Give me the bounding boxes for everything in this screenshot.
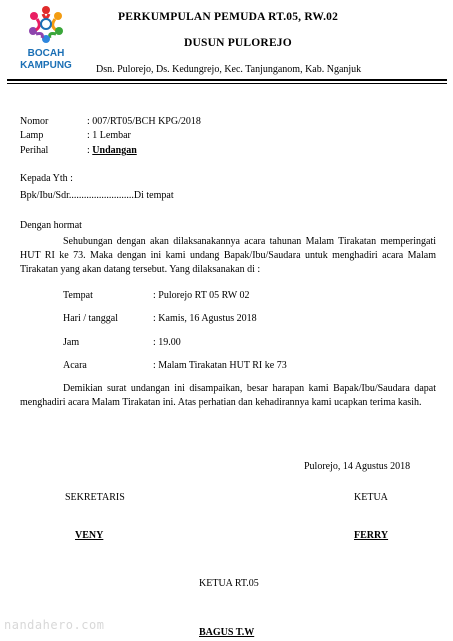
ketua-rt-title: KETUA RT.05 — [199, 578, 259, 589]
detail-jam-label: Jam — [63, 337, 80, 348]
detail-tempat-value: : Pulorejo RT 05 RW 02 — [153, 290, 250, 301]
logo-text-line2: KAMPUNG — [20, 60, 72, 71]
header-divider-thin — [7, 83, 447, 84]
recipient-line1: Kepada Yth : — [20, 173, 73, 184]
org-subtitle: DUSUN PULOREJO — [184, 37, 292, 49]
sekretaris-title: SEKRETARIS — [65, 492, 125, 503]
detail-tempat-label: Tempat — [63, 290, 93, 301]
logo-text-line1: BOCAH — [27, 48, 65, 59]
watermark: nandahero.com — [4, 618, 105, 632]
meta-perihal-subject: Undangan — [92, 145, 137, 156]
ketua-title: KETUA — [354, 492, 388, 503]
place-date: Pulorejo, 14 Agustus 2018 — [304, 461, 411, 472]
meta-perihal-label: Perihal — [20, 145, 49, 156]
meta-lamp-value: : 1 Lembar — [87, 130, 131, 141]
recipient-line2: Bpk/Ibu/Sdr..........................Di tempat — [20, 190, 174, 201]
bocah-kampung-logo — [12, 2, 80, 72]
ketua-rt-name: BAGUS T.W — [199, 627, 255, 638]
body-paragraph-1: Sehubungan dengan akan dilaksanakannya acara tahunan Malam Tirakatan memperingati HUT RI ke 73. Maka dengan ini kami undang Bapak/Ibu/Saudara untuk menghadiri acara Malam Tirakatan yang akan datang tersebut. Yang dilaksanakan di : — [20, 236, 436, 275]
meta-perihal-prefix: : — [87, 145, 93, 156]
meta-nomor-label: Nomor — [20, 116, 49, 127]
meta-perihal-value — [87, 145, 137, 156]
detail-hari-label: Hari / tanggal — [63, 313, 118, 324]
header-divider-thick — [7, 79, 447, 81]
sekretaris-name: VENY — [75, 530, 104, 541]
detail-jam-value: : 19.00 — [153, 337, 181, 348]
detail-acara-value: : Malam Tirakatan HUT RI ke 73 — [153, 360, 287, 371]
meta-lamp-label: Lamp — [20, 130, 44, 141]
org-title: PERKUMPULAN PEMUDA RT.05, RW.02 — [118, 11, 339, 23]
org-address: Dsn. Pulorejo, Ds. Kedungrejo, Kec. Tanjunganom, Kab. Nganjuk — [96, 64, 362, 75]
detail-hari-value: : Kamis, 16 Agustus 2018 — [153, 313, 257, 324]
detail-acara-label: Acara — [63, 360, 87, 371]
ketua-name: FERRY — [354, 530, 389, 541]
greeting: Dengan hormat — [20, 220, 82, 231]
meta-nomor-value: : 007/RT05/BCH KPG/2018 — [87, 116, 201, 127]
body-paragraph-2: Demikian surat undangan ini disampaikan, besar harapan kami Bapak/Ibu/Saudara dapat menghadiri acara Malam Tirakatan ini. Atas perhatian dan kehadirannya kami ucapkan terima kasih. — [20, 383, 436, 408]
